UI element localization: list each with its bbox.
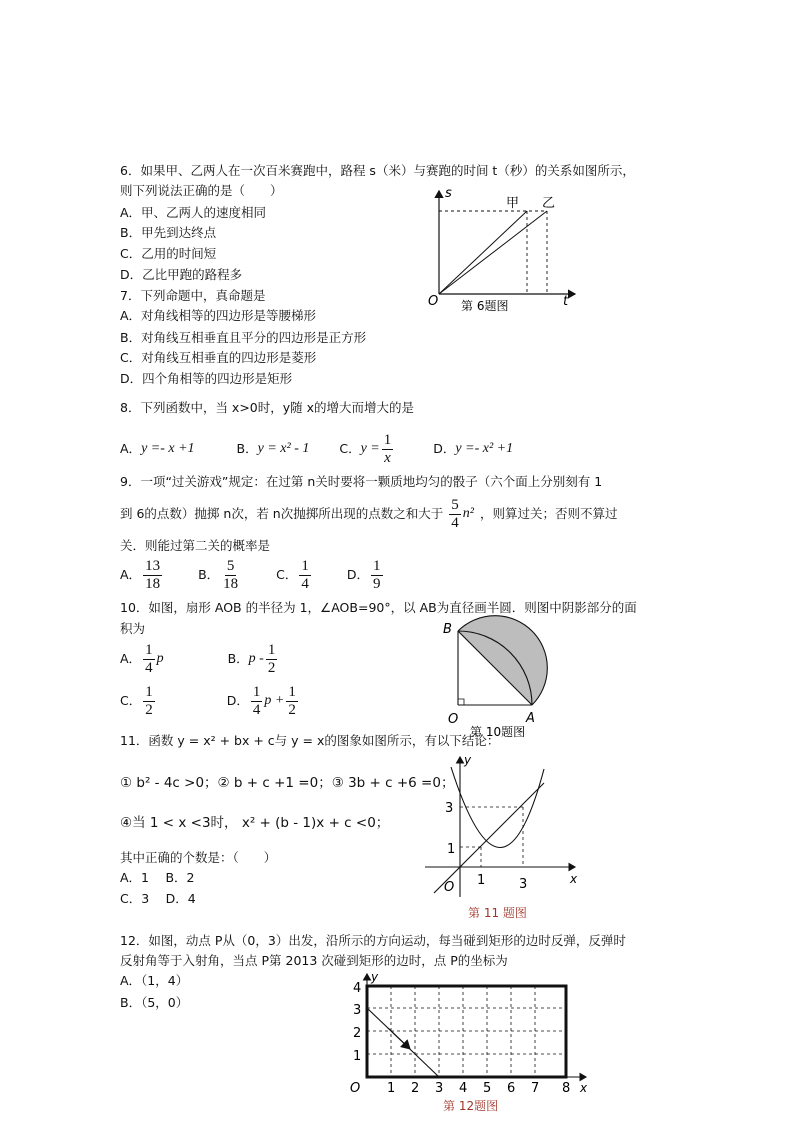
q12-label-o: O: [350, 1081, 361, 1096]
q9-stem-line1: 9．一项“过关游戏”规定：在过第 n关时要将一颗质地均匀的骰子（六个面上分别刻有 1: [120, 474, 603, 489]
q6-option-c: C．乙用的时间短: [120, 246, 217, 261]
q8-option-c-num: 1: [383, 431, 392, 448]
q12-x-tick-6: 6: [507, 1081, 516, 1096]
q12-x-tick-4: 4: [459, 1081, 468, 1096]
q10-caption: 第 10题图: [470, 725, 526, 739]
q6-yi-label: 乙: [542, 196, 556, 211]
q10-option-b-fraction: [266, 642, 278, 677]
q11-line-y-eq-x: [434, 783, 544, 893]
q9-stem-line2-b: ，则算过关；否则不算过: [479, 506, 618, 521]
q9-stem-frac-tail: n²: [462, 506, 474, 521]
q10-option-d-fraction2: [286, 684, 298, 719]
q12-label-y: y: [371, 970, 379, 984]
q10-label-o: O: [448, 712, 459, 727]
q8-options-row: [120, 430, 513, 468]
q9-stem-fraction: [449, 497, 461, 532]
q11-label-o: O: [444, 880, 455, 895]
q9-stem-line3: 关．则能过第二关的概率是: [120, 538, 271, 553]
q7-option-b: B．对角线互相垂直且平分的四边形是正方形: [120, 330, 367, 345]
q9-option-d-den: 9: [373, 575, 381, 592]
q10-option-d-den1: 4: [252, 701, 261, 718]
q11-tick-y1: 1: [447, 842, 456, 857]
q6-jia-label: 甲: [506, 196, 520, 211]
q12-y-tick-3: 3: [353, 1003, 362, 1018]
q9-option-a-num: 13: [145, 557, 161, 574]
q12-x-tick-3: 3: [435, 1081, 444, 1096]
q8-option-c-left: y =: [360, 441, 380, 456]
q10-option-b-head: p -: [248, 651, 264, 666]
q11-options-row2: C．3 D．4: [120, 891, 196, 906]
q12-stem-line1: 12．如图，动点 P从（0，3）出发，沿所示的方向运动，每当碰到矩形的边时反弹，反弹时: [120, 933, 626, 948]
q6-option-d: D．乙比甲跑的路程多: [120, 267, 243, 282]
q9-stem-frac-den: 4: [451, 514, 459, 531]
q9-option-b-num: 5: [226, 557, 235, 574]
q9-option-d-num: 1: [373, 557, 381, 574]
q8-option-c-fraction: [382, 432, 394, 467]
q7-option-d: D．四个角相等的四边形是矩形: [120, 371, 293, 386]
q12-y-tick-4: 4: [353, 981, 362, 996]
q10-option-d-num1: 1: [252, 683, 261, 700]
q8-option-b-label: B．: [236, 441, 258, 456]
q10-option-a-fraction: [143, 642, 155, 677]
q12-grid: [367, 986, 566, 1077]
q9-option-b-fraction: [221, 558, 240, 593]
q8-option-c-den: x: [384, 449, 391, 466]
q12-label-x: x: [580, 1081, 588, 1095]
q7-option-c: C．对角线互相垂直的四边形是菱形: [120, 350, 317, 365]
q10-label-b: B: [443, 622, 452, 637]
q10-option-c-label: C．: [120, 693, 142, 708]
q12-rectangle: [367, 986, 566, 1077]
q6-figure: [425, 185, 585, 313]
q12-x-tick-1: 1: [387, 1081, 396, 1096]
q10-option-d-den2: 2: [288, 701, 296, 718]
q10-shaded-region: [458, 616, 547, 705]
q10-option-d-mid: p +: [264, 693, 285, 708]
q10-option-d-num2: 1: [288, 683, 296, 700]
q10-option-a-tail: p: [156, 651, 164, 666]
q10-label-a: A: [526, 711, 535, 726]
q10-option-c-num: 1: [145, 683, 153, 700]
q9-option-b-label: B．: [198, 567, 220, 582]
q8-stem: 8．下列函数中，当 x>0时，y随 x的增大而增大的是: [120, 400, 415, 415]
q10-stem-line1: 10．如图，扇形 AOB 的半径为 1，∠AOB=90°，以 AB为直径画半圆．则图中阴影部分的面: [120, 600, 637, 615]
q8-option-b: y = x² - 1: [257, 441, 310, 456]
q9-option-d-fraction: [371, 558, 383, 593]
q11-caption: 第 11 题图: [468, 906, 527, 920]
q11-figure: [420, 752, 590, 922]
q10-option-a-label: A．: [120, 651, 142, 666]
q11-stem: 11．函数 y = x² + bx + c与 y = x的图象如图所示，有以下结论：: [120, 733, 500, 748]
q10-option-b-label: B．: [227, 651, 249, 666]
q12-option-a: A．（1，4）: [120, 973, 189, 988]
q10-option-b-num: 1: [267, 641, 276, 658]
q11-conclusions-1-3: ① b² - 4c >0；② b + c +1 =0；③ 3b + c +6 =0；: [120, 775, 455, 791]
q9-stem-line2: [120, 494, 617, 534]
q10-option-d-fraction1: [251, 684, 263, 719]
q12-stem-line2: 反射角等于入射角，当点 P第 2013 次碰到矩形的边时，点 P的坐标为: [120, 953, 508, 968]
q9-option-c-label: C．: [276, 567, 298, 582]
q9-option-c-num: 1: [301, 557, 309, 574]
q6-s-label: s: [445, 186, 452, 201]
q8-option-d: y =- x² +1: [455, 441, 514, 456]
q12-figure: [340, 970, 596, 1116]
q8-option-a: y =- x +1: [141, 441, 195, 456]
q11-tick-y3: 3: [445, 801, 454, 816]
q9-stem-line2-a: 到 6的点数）抛掷 n次，若 n次抛掷所出现的点数之和大于: [120, 506, 444, 521]
q11-conclusion-4: ④当 1 < x <3时， x² + (b - 1)x + c <0；: [120, 815, 390, 831]
q12-x-tick-8: 8: [562, 1081, 571, 1096]
q7-option-a: A．对角线相等的四边形是等腰梯形: [120, 308, 317, 323]
q9-option-c-den: 4: [301, 575, 309, 592]
q11-label-y: y: [464, 753, 472, 767]
q11-options-row1: A．1 B．2: [120, 870, 195, 885]
q9-stem-frac-num: 5: [451, 496, 459, 513]
q10-option-c-den: 2: [145, 701, 153, 718]
q9-option-a-den: 18: [145, 575, 161, 592]
q11-ask: 其中正确的个数是：（ ）: [120, 850, 277, 865]
q12-y-tick-1: 1: [353, 1049, 362, 1064]
q12-y-tick-2: 2: [353, 1026, 362, 1041]
q6-caption: 第 6题图: [461, 299, 509, 313]
q10-stem-line2: 积为: [120, 621, 146, 636]
q9-option-a-label: A．: [120, 567, 142, 582]
q9-option-d-label: D．: [346, 567, 370, 582]
q8-option-d-label: D．: [433, 441, 456, 456]
q10-options-row1: [120, 638, 279, 680]
q12-x-tick-5: 5: [483, 1081, 492, 1096]
q10-option-a-den: 4: [145, 659, 153, 676]
q6-option-b: B．甲先到达终点: [120, 225, 217, 240]
q10-figure: [440, 615, 565, 745]
q9-option-a-fraction: [143, 558, 162, 593]
q11-label-x: x: [570, 872, 578, 886]
q10-option-c-fraction: [143, 684, 155, 719]
q8-option-c-label: C．: [339, 441, 361, 456]
q12-option-b: B．（5，0）: [120, 995, 189, 1010]
q9-option-b-den: 18: [223, 575, 239, 592]
q10-option-b-den: 2: [267, 659, 276, 676]
q10-right-angle-mark: [458, 699, 464, 705]
q10-option-a-num: 1: [145, 641, 153, 658]
q10-option-d-label: D．: [226, 693, 249, 708]
q12-x-tick-2: 2: [411, 1081, 420, 1096]
q9-option-c-fraction: [299, 558, 311, 593]
q7-stem: 7．下列命题中，真命题是: [120, 288, 266, 303]
q6-line-yi: [439, 211, 547, 294]
q11-tick-x3: 3: [519, 877, 528, 892]
q6-stem-line1: 6．如果甲、乙两人在一次百米赛跑中，路程 s（米）与赛跑的时间 t（秒）的关系如图所示，: [120, 163, 635, 178]
q6-t-label: t: [563, 294, 569, 309]
q8-option-a-label: A．: [120, 441, 142, 456]
q6-origin-label: O: [428, 294, 439, 309]
q12-x-tick-7: 7: [531, 1081, 540, 1096]
q10-options-row2: [120, 680, 300, 722]
q11-tick-x1: 1: [477, 873, 486, 888]
q6-option-a: A．甲、乙两人的速度相同: [120, 205, 267, 220]
q12-caption: 第 12题图: [443, 1099, 499, 1113]
q9-options-row: [120, 555, 385, 595]
q6-stem-line2: 则下列说法正确的是（ ）: [120, 183, 283, 198]
q6-line-jia: [439, 211, 527, 294]
